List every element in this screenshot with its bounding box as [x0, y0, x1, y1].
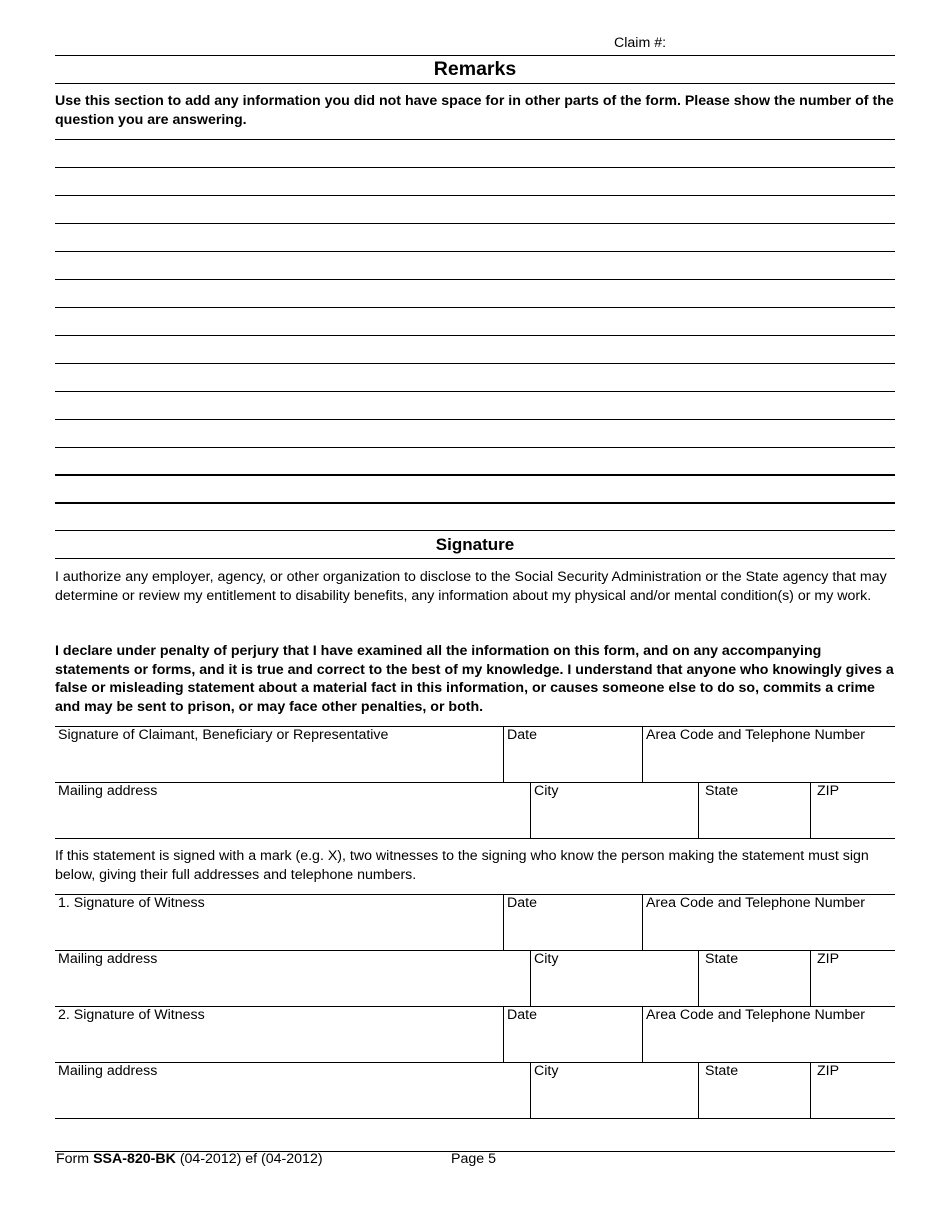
claimant-address-row — [55, 782, 895, 839]
remarks-line — [55, 307, 895, 308]
date-label: Date — [507, 727, 537, 743]
claimant-signature-row — [55, 726, 895, 783]
divider — [55, 55, 895, 56]
claimant-city-field[interactable] — [530, 782, 698, 838]
witness1-signature-row — [55, 894, 895, 951]
state-label: State — [705, 1063, 739, 1079]
date-label: Date — [507, 895, 537, 911]
authorization-text: I authorize any employer, agency, or other organization to disclose to the Social Security Administration or the State agency that may determine or review my entitlement to disability benefits, any information about my physical and/or mental condition(s) or my work. — [55, 569, 887, 604]
claimant-signature-label: Signature of Claimant, Beneficiary or Representative — [58, 727, 389, 743]
claimant-signature-field[interactable] — [55, 726, 503, 782]
remarks-line — [55, 167, 895, 168]
witness1-state-field[interactable] — [698, 950, 810, 1006]
zip-label: ZIP — [817, 783, 840, 799]
witness2-state-field[interactable] — [698, 1062, 810, 1118]
zip-label: ZIP — [817, 1063, 840, 1079]
remarks-line — [55, 502, 895, 504]
state-label: State — [705, 783, 739, 799]
remarks-line — [55, 447, 895, 448]
remarks-line — [55, 474, 895, 476]
zip-label: ZIP — [817, 951, 840, 967]
witness1-signature-label: 1. Signature of Witness — [58, 895, 205, 911]
divider — [55, 83, 895, 84]
city-label: City — [534, 783, 559, 799]
claimant-date-field[interactable] — [503, 726, 642, 782]
phone-label: Area Code and Telephone Number — [646, 727, 866, 743]
claimant-phone-field[interactable] — [642, 726, 895, 782]
remarks-line — [55, 195, 895, 196]
mailing-label: Mailing address — [58, 951, 158, 967]
claimant-zip-field[interactable] — [810, 782, 895, 838]
witness1-mailing-field[interactable] — [55, 950, 530, 1006]
witness1-zip-field[interactable] — [810, 950, 895, 1006]
witness2-mailing-field[interactable] — [55, 1062, 530, 1118]
witness2-signature-row — [55, 1006, 895, 1063]
signature-title: Signature — [435, 535, 515, 554]
witness2-date-field[interactable] — [503, 1006, 642, 1062]
witness1-signature-field[interactable] — [55, 894, 503, 950]
phone-label: Area Code and Telephone Number — [646, 1007, 866, 1023]
state-label: State — [705, 951, 739, 967]
form-number: SSA-820-BK — [93, 1151, 176, 1167]
claimant-mailing-field[interactable] — [55, 782, 530, 838]
remarks-instructions: Use this section to add any information you did not have space for in other parts of the form. Please show the number of the question you are answering. — [55, 93, 894, 128]
witness2-city-field[interactable] — [530, 1062, 698, 1118]
date-label: Date — [507, 1007, 537, 1023]
witness2-signature-field[interactable] — [55, 1006, 503, 1062]
claim-number-label: Claim #: — [614, 35, 667, 51]
form-id — [56, 1151, 323, 1167]
witness2-phone-field[interactable] — [642, 1006, 895, 1062]
remarks-line — [55, 530, 895, 531]
remarks-title: Remarks — [433, 58, 517, 80]
remarks-line — [55, 223, 895, 224]
witness2-signature-label: 2. Signature of Witness — [58, 1007, 205, 1023]
remarks-line — [55, 335, 895, 336]
witness-note: If this statement is signed with a mark (e.g. X), two witnesses to the signing who know the person making the statement must sign below, giving their full addresses and telephone numbers. — [55, 848, 869, 883]
form-edition: (04-2012) ef (04-2012) — [179, 1151, 323, 1167]
witness1-phone-field[interactable] — [642, 894, 895, 950]
remarks-line — [55, 391, 895, 392]
form-prefix: Form — [56, 1151, 90, 1167]
witness2-address-row — [55, 1062, 895, 1119]
remarks-line — [55, 279, 895, 280]
page-number: Page 5 — [451, 1151, 496, 1167]
remarks-line — [55, 363, 895, 364]
witness1-city-field[interactable] — [530, 950, 698, 1006]
remarks-line — [55, 139, 895, 140]
witness1-date-field[interactable] — [503, 894, 642, 950]
remarks-line — [55, 419, 895, 420]
claimant-state-field[interactable] — [698, 782, 810, 838]
remarks-line — [55, 251, 895, 252]
declaration-text: I declare under penalty of perjury that I have examined all the information on this form, and on any accompanying statements or forms, and it is true and correct to the best of my knowledge. I understand that anyone who knowingly gives a false or misleading statement about a material fact in this information, or causes someone else to do so, commits a crime and may be sent to prison, or may face other penalties, or both. — [55, 643, 894, 715]
mailing-label: Mailing address — [58, 783, 158, 799]
witness1-address-row — [55, 950, 895, 1007]
mailing-label: Mailing address — [58, 1063, 158, 1079]
phone-label: Area Code and Telephone Number — [646, 895, 866, 911]
divider — [55, 558, 895, 559]
city-label: City — [534, 1063, 559, 1079]
witness2-zip-field[interactable] — [810, 1062, 895, 1118]
city-label: City — [534, 951, 559, 967]
